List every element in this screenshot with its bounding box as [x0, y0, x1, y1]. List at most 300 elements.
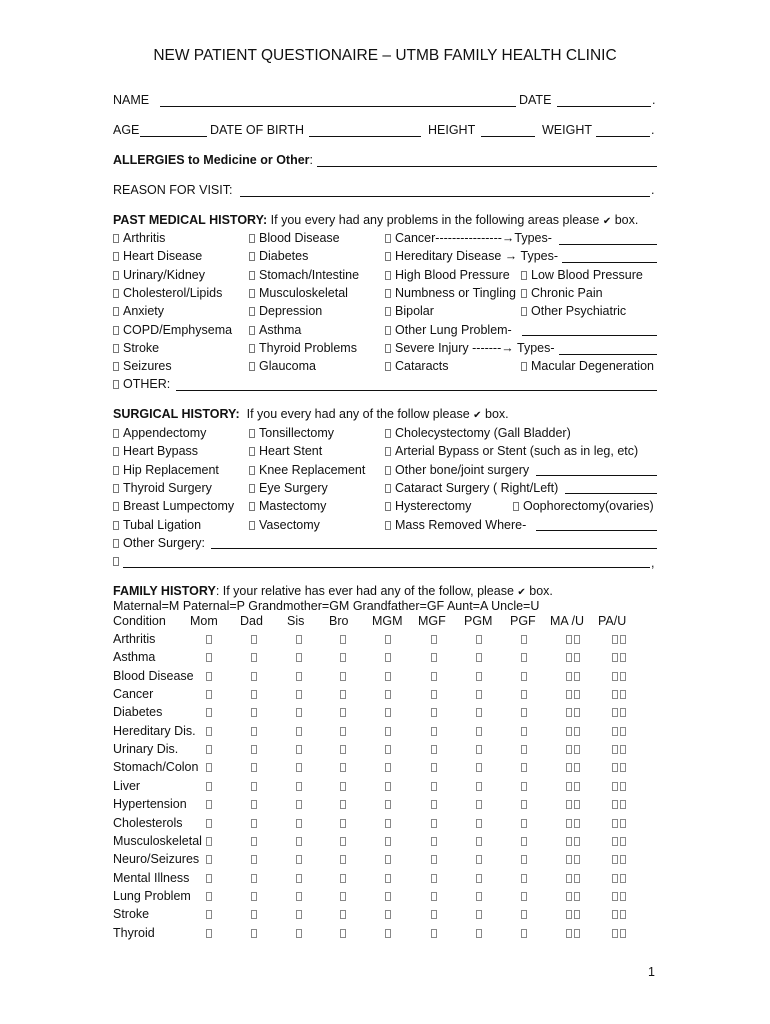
pmh-item[interactable] [249, 323, 301, 338]
checkbox-icon[interactable] [113, 307, 119, 316]
family-checkbox[interactable] [574, 800, 580, 809]
family-checkbox[interactable] [476, 745, 482, 754]
family-checkbox[interactable] [566, 800, 572, 809]
family-checkbox[interactable] [296, 672, 302, 681]
family-checkbox[interactable] [296, 727, 302, 736]
pmh-item[interactable] [249, 286, 348, 301]
pmh-item[interactable] [113, 323, 232, 338]
family-checkbox[interactable] [206, 690, 212, 699]
family-checkbox[interactable] [620, 690, 626, 699]
family-checkbox[interactable] [340, 635, 346, 644]
family-checkbox[interactable] [431, 837, 437, 846]
family-checkbox[interactable] [385, 763, 391, 772]
pmh-item[interactable] [521, 304, 626, 319]
hereditary-types-field[interactable] [562, 262, 657, 263]
pmh-item[interactable] [385, 341, 555, 356]
family-checkbox[interactable] [296, 855, 302, 864]
other-lung-field[interactable] [522, 335, 657, 336]
other-joint-field[interactable] [536, 475, 657, 476]
family-checkbox[interactable] [620, 837, 626, 846]
family-checkbox[interactable] [476, 800, 482, 809]
family-checkbox[interactable] [251, 653, 257, 662]
pmh-item[interactable] [113, 286, 222, 301]
family-checkbox[interactable] [476, 874, 482, 883]
family-checkbox[interactable] [296, 763, 302, 772]
family-checkbox[interactable] [521, 745, 527, 754]
surgical-item[interactable] [385, 499, 471, 514]
pmh-item[interactable] [249, 249, 308, 264]
family-checkbox[interactable] [251, 782, 257, 791]
checkbox-icon[interactable] [249, 307, 255, 316]
family-checkbox[interactable] [612, 690, 618, 699]
family-checkbox[interactable] [251, 745, 257, 754]
family-checkbox[interactable] [251, 727, 257, 736]
family-checkbox[interactable] [521, 672, 527, 681]
family-checkbox[interactable] [521, 929, 527, 938]
family-checkbox[interactable] [521, 800, 527, 809]
family-checkbox[interactable] [251, 837, 257, 846]
family-checkbox[interactable] [566, 819, 572, 828]
surgical-item[interactable] [249, 426, 334, 441]
checkbox-icon[interactable] [249, 271, 255, 280]
family-checkbox[interactable] [574, 782, 580, 791]
name-field[interactable] [160, 106, 516, 107]
family-checkbox[interactable] [574, 745, 580, 754]
family-checkbox[interactable] [431, 708, 437, 717]
pmh-item[interactable] [521, 286, 603, 301]
family-checkbox[interactable] [476, 708, 482, 717]
family-checkbox[interactable] [521, 690, 527, 699]
family-checkbox[interactable] [296, 745, 302, 754]
family-checkbox[interactable] [521, 874, 527, 883]
family-checkbox[interactable] [340, 653, 346, 662]
family-checkbox[interactable] [206, 929, 212, 938]
family-checkbox[interactable] [574, 910, 580, 919]
family-checkbox[interactable] [620, 745, 626, 754]
family-checkbox[interactable] [612, 910, 618, 919]
surgical-item[interactable] [385, 463, 529, 478]
checkbox-icon[interactable] [249, 521, 255, 530]
family-checkbox[interactable] [620, 929, 626, 938]
family-checkbox[interactable] [476, 727, 482, 736]
family-checkbox[interactable] [620, 874, 626, 883]
checkbox-icon[interactable] [385, 234, 391, 243]
family-checkbox[interactable] [574, 690, 580, 699]
checkbox-icon[interactable] [113, 429, 119, 438]
pmh-item[interactable] [521, 359, 654, 374]
family-checkbox[interactable] [206, 727, 212, 736]
family-checkbox[interactable] [476, 672, 482, 681]
family-checkbox[interactable] [385, 929, 391, 938]
family-checkbox[interactable] [206, 800, 212, 809]
family-checkbox[interactable] [521, 727, 527, 736]
family-checkbox[interactable] [385, 819, 391, 828]
family-checkbox[interactable] [296, 874, 302, 883]
family-checkbox[interactable] [566, 910, 572, 919]
family-checkbox[interactable] [521, 708, 527, 717]
family-checkbox[interactable] [340, 782, 346, 791]
family-checkbox[interactable] [296, 800, 302, 809]
family-checkbox[interactable] [340, 708, 346, 717]
family-checkbox[interactable] [340, 745, 346, 754]
checkbox-icon[interactable] [249, 429, 255, 438]
family-checkbox[interactable] [385, 892, 391, 901]
family-checkbox[interactable] [431, 800, 437, 809]
checkbox-icon[interactable] [113, 344, 119, 353]
family-checkbox[interactable] [385, 837, 391, 846]
family-checkbox[interactable] [251, 819, 257, 828]
family-checkbox[interactable] [206, 672, 212, 681]
family-checkbox[interactable] [251, 910, 257, 919]
surgical-item[interactable] [113, 499, 234, 514]
family-checkbox[interactable] [521, 892, 527, 901]
family-checkbox[interactable] [620, 819, 626, 828]
family-checkbox[interactable] [566, 653, 572, 662]
family-checkbox[interactable] [385, 690, 391, 699]
family-checkbox[interactable] [340, 874, 346, 883]
family-checkbox[interactable] [620, 763, 626, 772]
dob-field[interactable] [309, 136, 421, 137]
pmh-item[interactable] [385, 286, 516, 301]
checkbox-icon[interactable] [249, 326, 255, 335]
family-checkbox[interactable] [385, 635, 391, 644]
family-checkbox[interactable] [574, 653, 580, 662]
family-checkbox[interactable] [385, 727, 391, 736]
checkbox-icon[interactable] [521, 289, 527, 298]
family-checkbox[interactable] [206, 708, 212, 717]
family-checkbox[interactable] [431, 690, 437, 699]
family-checkbox[interactable] [476, 892, 482, 901]
family-checkbox[interactable] [385, 672, 391, 681]
family-checkbox[interactable] [612, 763, 618, 772]
family-checkbox[interactable] [476, 910, 482, 919]
checkbox-icon[interactable] [113, 484, 119, 493]
pmh-item[interactable] [113, 341, 159, 356]
family-checkbox[interactable] [574, 929, 580, 938]
checkbox-icon[interactable] [385, 289, 391, 298]
checkbox-icon[interactable] [113, 539, 119, 548]
weight-field[interactable] [596, 136, 650, 137]
cancer-types-field[interactable] [559, 244, 657, 245]
family-checkbox[interactable] [340, 910, 346, 919]
family-checkbox[interactable] [612, 635, 618, 644]
pmh-item[interactable] [385, 268, 510, 283]
surgical-item[interactable] [513, 499, 654, 514]
family-checkbox[interactable] [340, 929, 346, 938]
family-checkbox[interactable] [612, 782, 618, 791]
family-checkbox[interactable] [566, 672, 572, 681]
family-checkbox[interactable] [521, 855, 527, 864]
family-checkbox[interactable] [385, 910, 391, 919]
family-checkbox[interactable] [431, 910, 437, 919]
checkbox-icon[interactable] [249, 466, 255, 475]
family-checkbox[interactable] [296, 782, 302, 791]
family-checkbox[interactable] [620, 782, 626, 791]
family-checkbox[interactable] [385, 800, 391, 809]
family-checkbox[interactable] [431, 874, 437, 883]
family-checkbox[interactable] [206, 837, 212, 846]
family-checkbox[interactable] [206, 745, 212, 754]
pmh-item[interactable] [385, 231, 552, 246]
date-field[interactable] [557, 106, 651, 107]
other-surgery-field[interactable] [211, 548, 657, 549]
family-checkbox[interactable] [612, 672, 618, 681]
family-checkbox[interactable] [206, 819, 212, 828]
family-checkbox[interactable] [620, 910, 626, 919]
surgical-item[interactable] [113, 481, 212, 496]
family-checkbox[interactable] [340, 727, 346, 736]
checkbox-icon[interactable] [249, 344, 255, 353]
family-checkbox[interactable] [574, 672, 580, 681]
family-checkbox[interactable] [476, 819, 482, 828]
family-checkbox[interactable] [431, 855, 437, 864]
checkbox-icon[interactable] [385, 484, 391, 493]
family-checkbox[interactable] [476, 690, 482, 699]
family-checkbox[interactable] [521, 782, 527, 791]
family-checkbox[interactable] [476, 763, 482, 772]
family-checkbox[interactable] [566, 929, 572, 938]
family-checkbox[interactable] [521, 910, 527, 919]
pmh-item[interactable] [385, 249, 558, 264]
family-checkbox[interactable] [251, 892, 257, 901]
family-checkbox[interactable] [296, 892, 302, 901]
surgical-item[interactable] [249, 463, 365, 478]
family-checkbox[interactable] [340, 819, 346, 828]
family-checkbox[interactable] [296, 910, 302, 919]
checkbox-icon[interactable] [113, 466, 119, 475]
pmh-item[interactable] [113, 231, 165, 246]
checkbox-icon[interactable] [385, 447, 391, 456]
family-checkbox[interactable] [566, 837, 572, 846]
checkbox-icon[interactable] [385, 344, 391, 353]
family-checkbox[interactable] [566, 874, 572, 883]
family-checkbox[interactable] [385, 874, 391, 883]
family-checkbox[interactable] [612, 855, 618, 864]
family-checkbox[interactable] [206, 635, 212, 644]
family-checkbox[interactable] [566, 782, 572, 791]
pmh-item[interactable] [113, 249, 202, 264]
surgical-item[interactable] [385, 444, 638, 459]
family-checkbox[interactable] [340, 690, 346, 699]
checkbox-icon[interactable] [249, 252, 255, 261]
family-checkbox[interactable] [251, 690, 257, 699]
family-checkbox[interactable] [566, 892, 572, 901]
family-checkbox[interactable] [206, 874, 212, 883]
family-checkbox[interactable] [340, 800, 346, 809]
family-checkbox[interactable] [431, 782, 437, 791]
family-checkbox[interactable] [574, 837, 580, 846]
family-checkbox[interactable] [251, 929, 257, 938]
family-checkbox[interactable] [251, 708, 257, 717]
family-checkbox[interactable] [574, 892, 580, 901]
family-checkbox[interactable] [612, 745, 618, 754]
checkbox-icon[interactable] [113, 289, 119, 298]
family-checkbox[interactable] [521, 653, 527, 662]
family-checkbox[interactable] [612, 874, 618, 883]
checkbox-icon[interactable] [249, 447, 255, 456]
family-checkbox[interactable] [476, 782, 482, 791]
family-checkbox[interactable] [612, 837, 618, 846]
checkbox-icon[interactable] [113, 252, 119, 261]
family-checkbox[interactable] [476, 855, 482, 864]
family-checkbox[interactable] [385, 708, 391, 717]
family-checkbox[interactable] [251, 635, 257, 644]
surgical-item[interactable] [249, 481, 328, 496]
family-checkbox[interactable] [206, 910, 212, 919]
family-checkbox[interactable] [431, 635, 437, 644]
family-checkbox[interactable] [620, 708, 626, 717]
pmh-item[interactable] [521, 268, 643, 283]
checkbox-icon[interactable] [249, 484, 255, 493]
cataract-side-field[interactable] [565, 493, 657, 494]
family-checkbox[interactable] [340, 672, 346, 681]
family-checkbox[interactable] [620, 800, 626, 809]
family-checkbox[interactable] [251, 874, 257, 883]
checkbox-icon[interactable] [113, 447, 119, 456]
family-checkbox[interactable] [566, 708, 572, 717]
family-checkbox[interactable] [385, 653, 391, 662]
checkbox-icon[interactable] [385, 362, 391, 371]
surgical-item[interactable] [385, 518, 526, 533]
pmh-item[interactable] [249, 359, 316, 374]
family-checkbox[interactable] [566, 635, 572, 644]
pmh-item[interactable] [249, 341, 357, 356]
family-checkbox[interactable] [431, 763, 437, 772]
family-checkbox[interactable] [574, 763, 580, 772]
pmh-item[interactable] [385, 359, 449, 374]
pmh-item[interactable] [385, 323, 512, 338]
family-checkbox[interactable] [431, 819, 437, 828]
family-checkbox[interactable] [385, 782, 391, 791]
family-checkbox[interactable] [476, 635, 482, 644]
family-checkbox[interactable] [251, 800, 257, 809]
mass-where-field[interactable] [536, 530, 657, 531]
checkbox-icon[interactable] [249, 362, 255, 371]
family-checkbox[interactable] [431, 653, 437, 662]
family-checkbox[interactable] [566, 763, 572, 772]
pmh-item[interactable] [249, 231, 340, 246]
reason-field[interactable] [240, 196, 650, 197]
allergies-field[interactable] [317, 166, 657, 167]
other-surgery-2-field[interactable] [123, 567, 650, 568]
family-checkbox[interactable] [574, 819, 580, 828]
checkbox-icon[interactable] [113, 380, 119, 389]
surgical-item[interactable] [113, 426, 206, 441]
family-checkbox[interactable] [612, 892, 618, 901]
pmh-item[interactable] [249, 304, 322, 319]
surgical-item[interactable] [249, 444, 322, 459]
checkbox-icon[interactable] [385, 307, 391, 316]
checkbox-icon[interactable] [521, 271, 527, 280]
checkbox-icon[interactable] [385, 271, 391, 280]
family-checkbox[interactable] [385, 745, 391, 754]
family-checkbox[interactable] [251, 672, 257, 681]
family-checkbox[interactable] [521, 837, 527, 846]
pmh-item[interactable] [113, 268, 205, 283]
family-checkbox[interactable] [385, 855, 391, 864]
family-checkbox[interactable] [206, 892, 212, 901]
surgical-item[interactable] [249, 518, 320, 533]
family-checkbox[interactable] [476, 653, 482, 662]
family-checkbox[interactable] [574, 874, 580, 883]
family-checkbox[interactable] [620, 855, 626, 864]
checkbox-icon[interactable] [385, 521, 391, 530]
family-checkbox[interactable] [574, 855, 580, 864]
family-checkbox[interactable] [612, 819, 618, 828]
family-checkbox[interactable] [521, 763, 527, 772]
family-checkbox[interactable] [296, 819, 302, 828]
family-checkbox[interactable] [612, 653, 618, 662]
family-checkbox[interactable] [296, 708, 302, 717]
checkbox-icon[interactable] [113, 502, 119, 511]
checkbox-icon[interactable] [113, 271, 119, 280]
family-checkbox[interactable] [296, 929, 302, 938]
family-checkbox[interactable] [476, 929, 482, 938]
family-checkbox[interactable] [521, 635, 527, 644]
family-checkbox[interactable] [574, 635, 580, 644]
pmh-item[interactable] [113, 304, 164, 319]
family-checkbox[interactable] [296, 635, 302, 644]
surgical-item[interactable] [113, 444, 198, 459]
checkbox-icon[interactable] [249, 289, 255, 298]
family-checkbox[interactable] [566, 855, 572, 864]
height-field[interactable] [481, 136, 535, 137]
family-checkbox[interactable] [574, 708, 580, 717]
family-checkbox[interactable] [206, 855, 212, 864]
surgical-item[interactable] [385, 481, 558, 496]
checkbox-icon[interactable] [385, 429, 391, 438]
family-checkbox[interactable] [431, 929, 437, 938]
family-checkbox[interactable] [206, 653, 212, 662]
checkbox-icon[interactable] [513, 502, 519, 511]
age-field[interactable] [140, 136, 207, 137]
family-checkbox[interactable] [251, 855, 257, 864]
surgical-item[interactable] [385, 426, 571, 441]
family-checkbox[interactable] [476, 837, 482, 846]
checkbox-icon[interactable] [385, 502, 391, 511]
family-checkbox[interactable] [612, 727, 618, 736]
family-checkbox[interactable] [566, 727, 572, 736]
surgical-item[interactable] [249, 499, 326, 514]
surgical-item[interactable] [113, 463, 219, 478]
checkbox-icon[interactable] [113, 557, 119, 566]
family-checkbox[interactable] [340, 892, 346, 901]
family-checkbox[interactable] [340, 763, 346, 772]
family-checkbox[interactable] [340, 837, 346, 846]
checkbox-icon[interactable] [113, 521, 119, 530]
family-checkbox[interactable] [620, 727, 626, 736]
family-checkbox[interactable] [620, 653, 626, 662]
family-checkbox[interactable] [431, 672, 437, 681]
family-checkbox[interactable] [340, 855, 346, 864]
checkbox-icon[interactable] [385, 326, 391, 335]
checkbox-icon[interactable] [113, 362, 119, 371]
family-checkbox[interactable] [574, 727, 580, 736]
family-checkbox[interactable] [296, 690, 302, 699]
checkbox-icon[interactable] [521, 362, 527, 371]
pmh-other[interactable] [113, 377, 170, 392]
checkbox-icon[interactable] [385, 466, 391, 475]
pmh-item[interactable] [113, 359, 172, 374]
family-checkbox[interactable] [612, 708, 618, 717]
family-checkbox[interactable] [612, 929, 618, 938]
injury-types-field[interactable] [559, 354, 657, 355]
checkbox-icon[interactable] [521, 307, 527, 316]
family-checkbox[interactable] [431, 727, 437, 736]
family-checkbox[interactable] [251, 763, 257, 772]
family-checkbox[interactable] [620, 892, 626, 901]
checkbox-icon[interactable] [385, 252, 391, 261]
